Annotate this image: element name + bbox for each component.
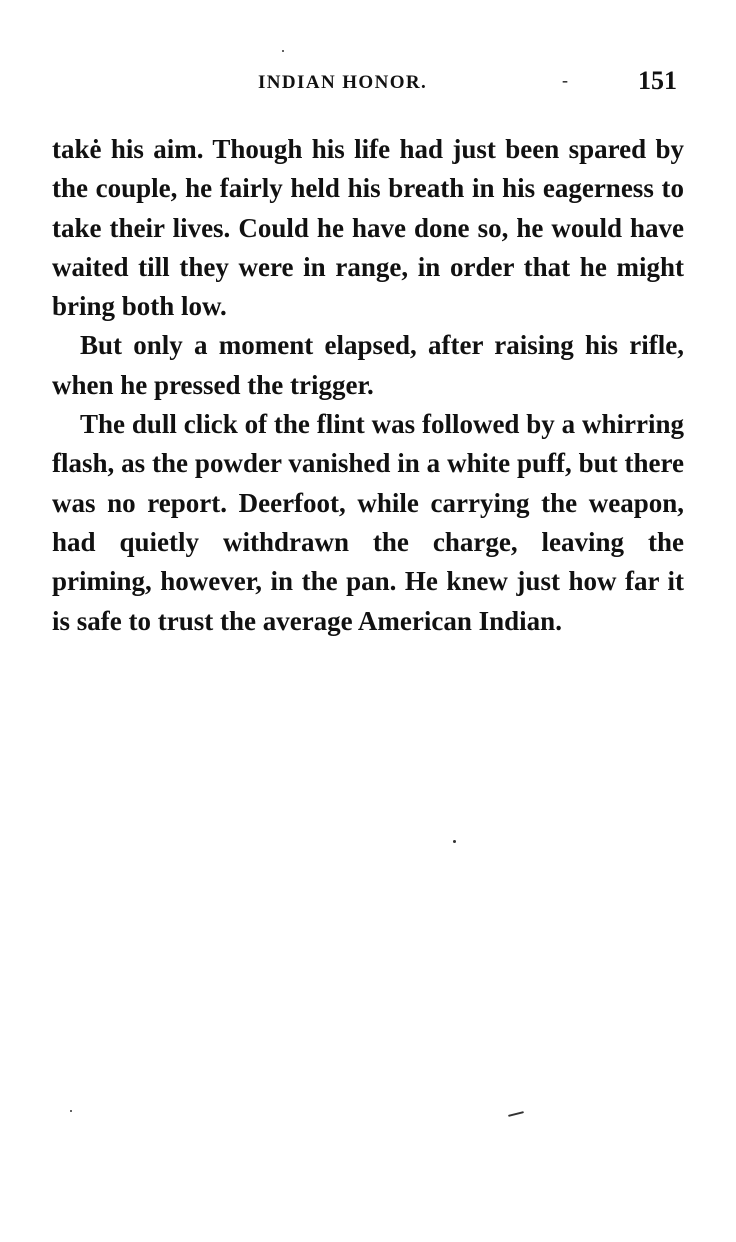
running-head-dash: - [562, 70, 568, 90]
print-speck [508, 1111, 524, 1117]
paragraph: The dull click of the flint was followed by a whirring flash, as the powder vanished in a white puff, but there was no report. Deerfoot, while carrying the weapon, had quietly withdrawn the charge, leaving the priming, however, in the pan. He knew just how far it is safe to trust the average American Indian. [52, 409, 684, 636]
page-number: 151 [638, 66, 677, 95]
print-speck [70, 1110, 72, 1112]
print-speck [453, 840, 456, 843]
running-head [0, 66, 736, 98]
paragraph: But only a moment elapsed, after raising his rifle, when he pressed the trigger. [52, 330, 684, 400]
running-title: INDIAN HONOR. [258, 72, 428, 93]
paragraph: takė his aim. Though his life had just been spared by the couple, he fairly held his breath in his eagerness to take their lives. Could he have done so, he would have waited till they were in range, in order that he might bring both low. [52, 134, 684, 322]
print-speck [282, 50, 284, 52]
body-text [52, 130, 684, 641]
